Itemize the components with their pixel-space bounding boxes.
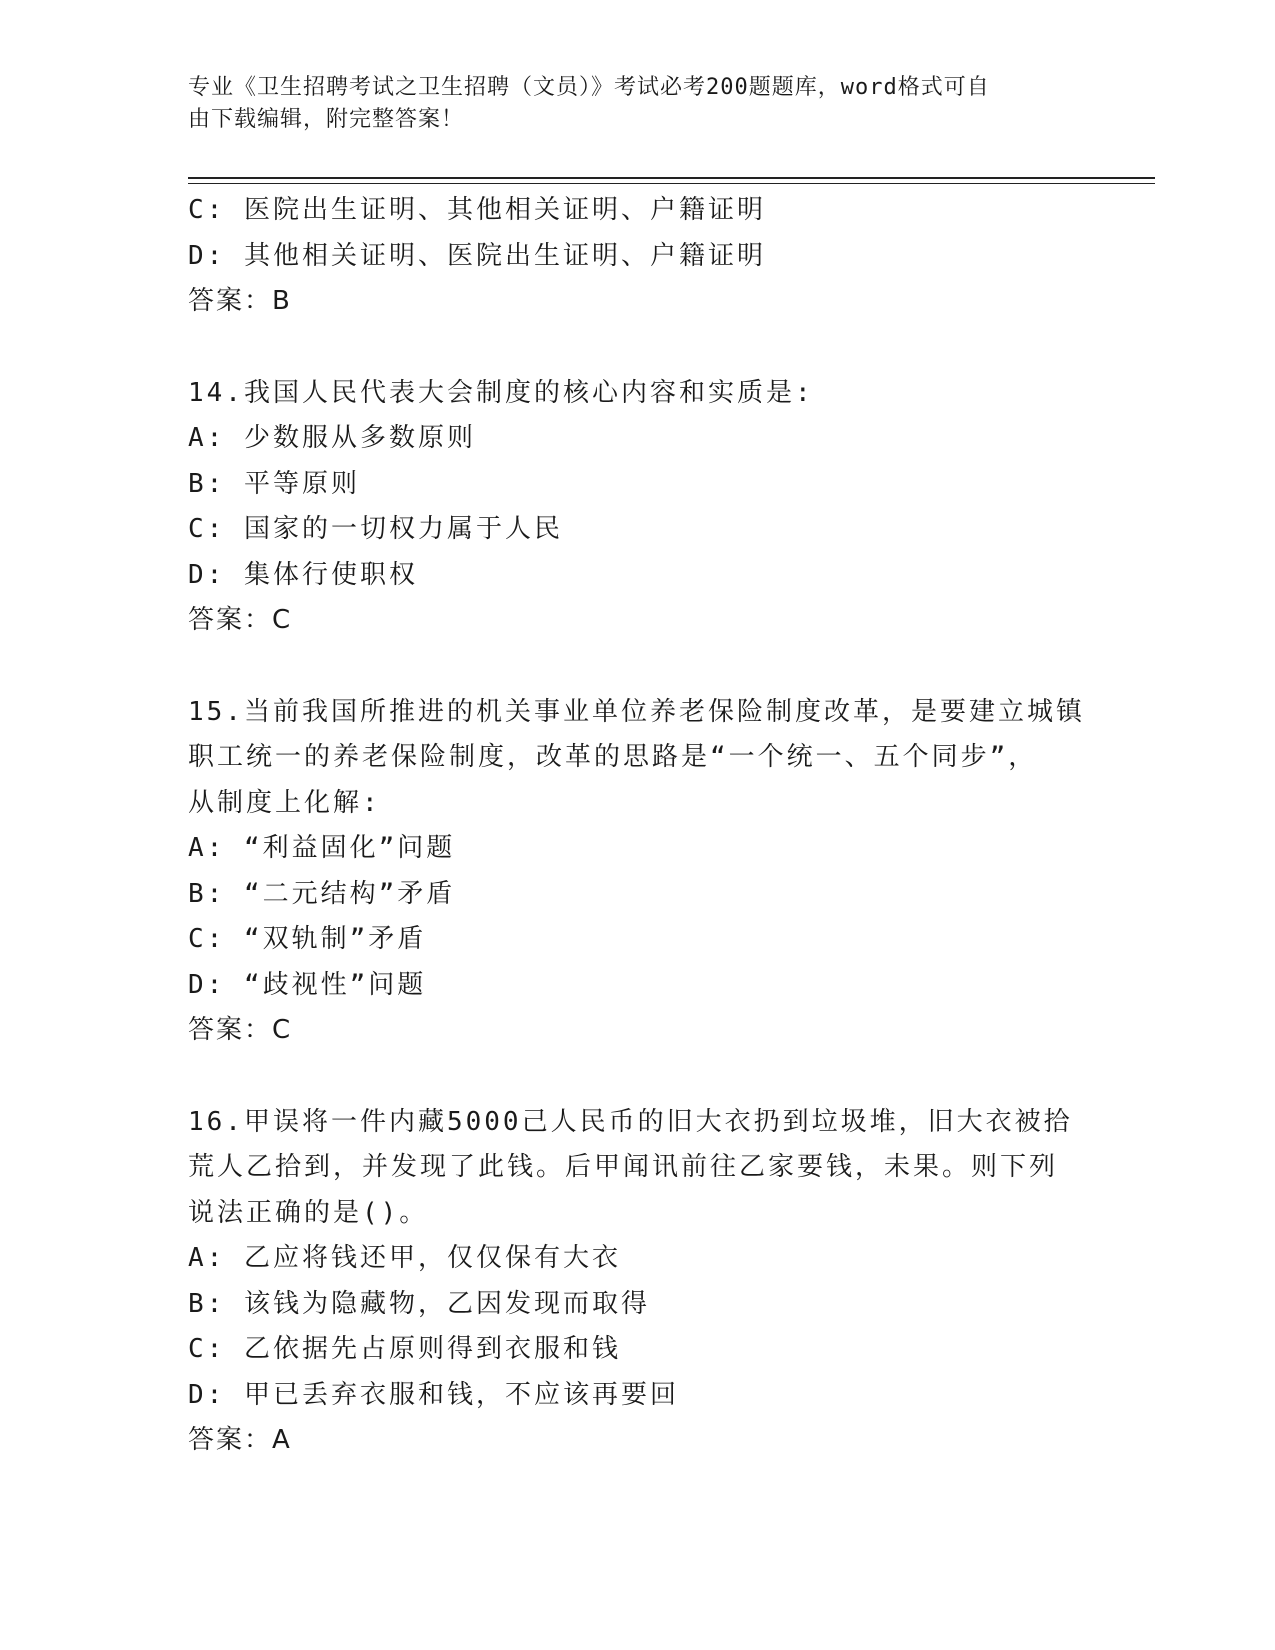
option-d: D: 其他相关证明、医院出生证明、户籍证明 [188,240,766,271]
question-spacer [188,325,1088,371]
document-header [188,72,1068,136]
carryover-question [188,188,1088,325]
option-c: C: 医院出生证明、其他相关证明、户籍证明 [188,195,766,225]
header-title-line-2: 由下载编辑，附完整答案！ [188,107,465,132]
option-d: D: 集体行使职权 [188,559,418,590]
question-16 [188,1100,1088,1464]
header-divider-thick [188,177,1155,179]
option-a: A: “利益固化”问题 [188,833,456,863]
option-b: B: 该钱为隐藏物，乙因发现而取得 [188,1288,650,1319]
option-c: C: 国家的一切权力属于人民 [188,514,563,544]
answer-line: 答案：C [188,605,293,635]
answer-line: 答案：A [188,1425,292,1455]
answer-line: 答案：B [188,286,292,316]
header-divider-thin [188,183,1155,184]
question-14 [188,371,1088,644]
question-spacer [188,644,1088,690]
question-stem-line: 16.甲误将一件内藏5000己人民币的旧大衣扔到垃圾堆，旧大衣被拾 [188,1106,1073,1137]
question-stem-line: 说法正确的是()。 [188,1197,429,1228]
question-stem-line: 职工统一的养老保险制度，改革的思路是“一个统一、五个同步”， [188,742,1038,772]
option-d: D: 甲已丢弃衣服和钱，不应该再要回 [188,1379,679,1410]
option-b: B: “二元结构”矛盾 [188,878,456,909]
option-a: A: 少数服从多数原则 [188,423,476,453]
header-title-line-1: 专业《卫生招聘考试之卫生招聘（文员）》考试必考200题题库，word格式可自 [188,75,990,100]
question-stem-line: 荒人乙拾到，并发现了此钱。后甲闻讯前往乙家要钱，未果。则下列 [188,1152,1059,1182]
option-b: B: 平等原则 [188,468,360,499]
question-content [188,188,1088,1464]
answer-line: 答案：C [188,1015,293,1045]
option-a: A: 乙应将钱还甲，仅仅保有大衣 [188,1243,621,1273]
option-c: C: “双轨制”矛盾 [188,924,427,954]
question-stem-line: 15.当前我国所推进的机关事业单位养老保险制度改革，是要建立城镇 [188,696,1085,727]
question-stem-line: 从制度上化解: [188,787,381,818]
question-15 [188,690,1088,1054]
option-d: D: “歧视性”问题 [188,969,427,1000]
question-spacer [188,1054,1088,1100]
option-c: C: 乙依据先占原则得到衣服和钱 [188,1334,621,1364]
question-stem-line: 14.我国人民代表大会制度的核心内容和实质是: [188,377,814,408]
